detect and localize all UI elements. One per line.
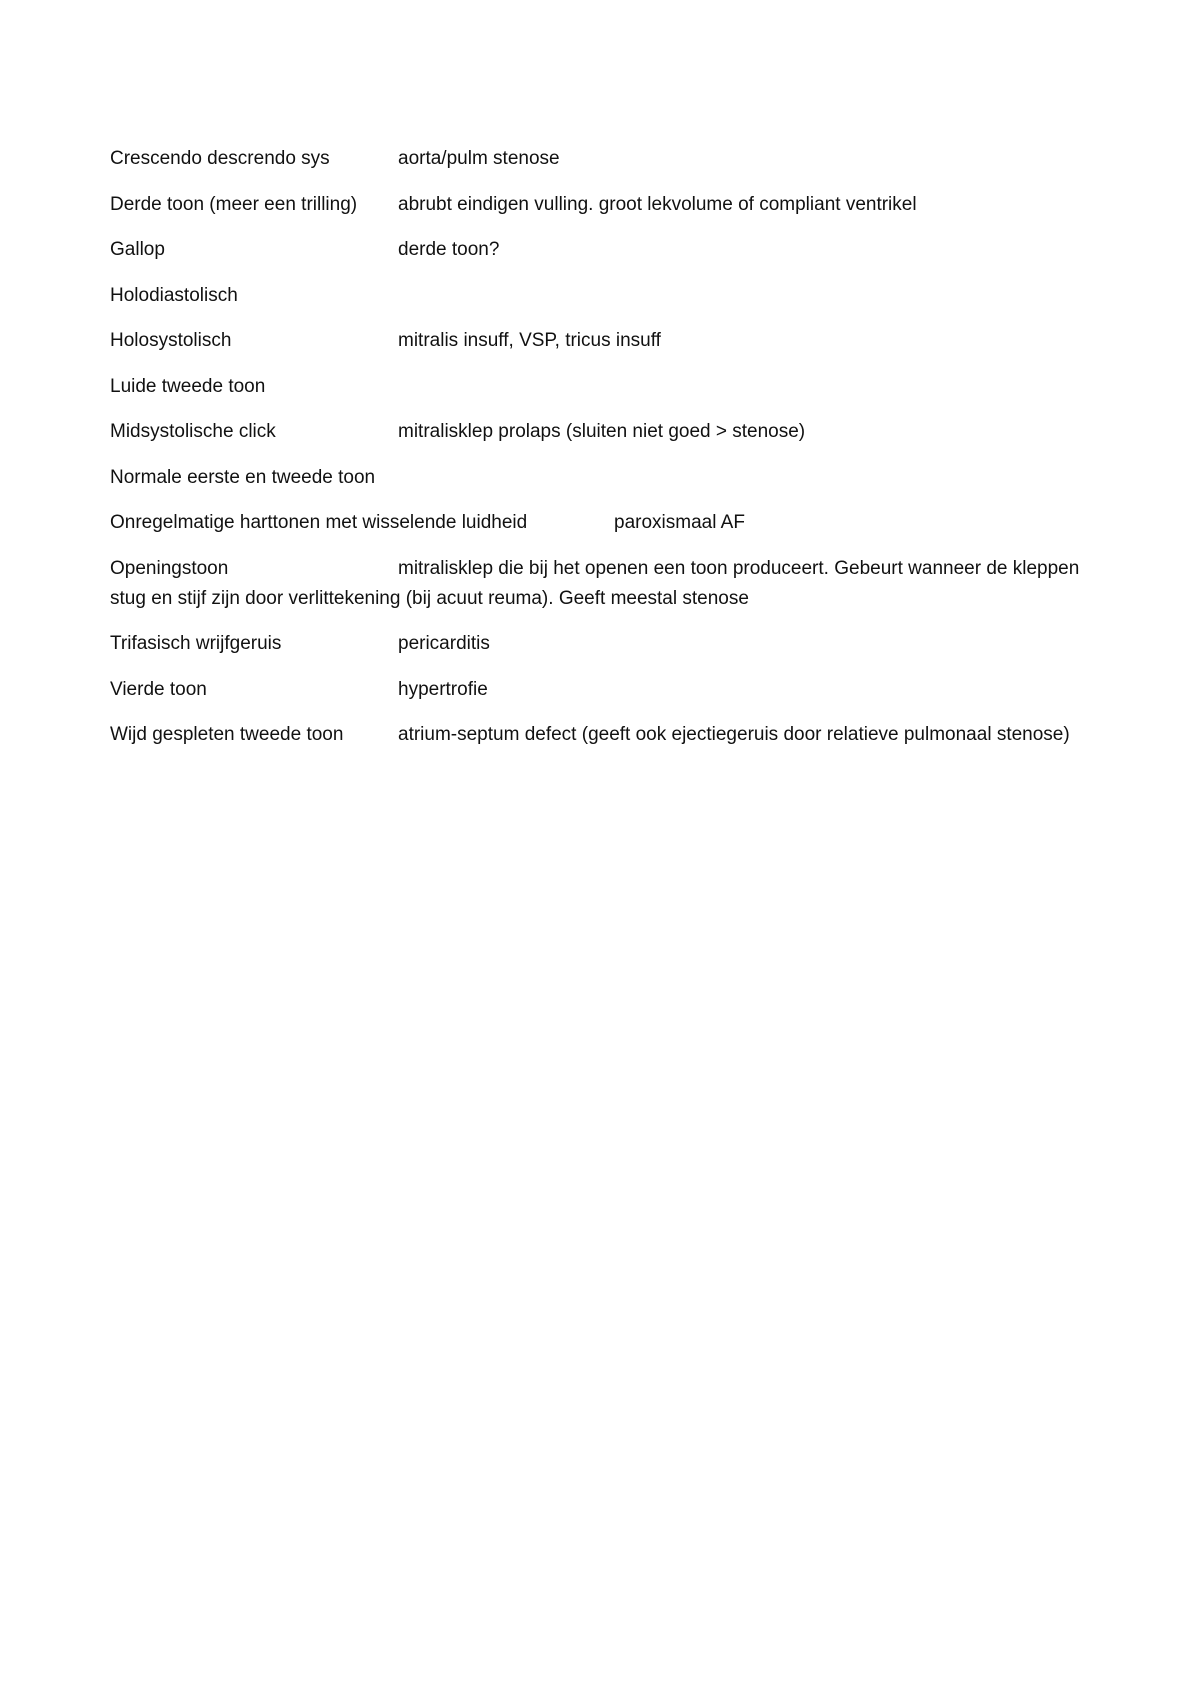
entry-normale-tonen (110, 463, 1080, 493)
entry-term: Openingstoon (110, 557, 229, 579)
entry-trifasisch-wrijfgeruis (110, 629, 1080, 659)
entry-description: atrium-septum defect (geeft ook ejectiegeruis door relatieve pulmonaal stenose) (398, 724, 1070, 745)
entry-term: Wijd gespleten tweede toon (110, 724, 344, 745)
entry-description: paroxismaal AF (614, 512, 745, 533)
entry-term: Luide tweede toon (110, 375, 266, 397)
entry-description: abrubt eindigen vulling. groot lekvolume of compliant ventrikel (398, 193, 917, 215)
entry-term: Vierde toon (110, 678, 207, 700)
entry-term: Normale eerste en tweede toon (110, 466, 376, 488)
entry-term: Gallop (110, 239, 165, 260)
entry-term: Derde toon (meer een trilling) (110, 193, 358, 215)
entry-crescendo (110, 144, 1080, 174)
entry-openingstoon (110, 554, 1080, 614)
document-body (110, 144, 1080, 766)
entry-onregelmatige-harttonen (110, 508, 1080, 538)
entry-term: Onregelmatige harttonen met wisselende luidheid (110, 512, 528, 533)
entry-description: derde toon? (398, 239, 500, 260)
entry-description: mitralisklep die bij het openen een toon produceert. Gebeurt wanneer de kleppen stug en stijf zijn door verlittekening (bij acuut reuma). Geeft meestal stenose (110, 557, 1080, 609)
entry-term: Midsystolische click (110, 421, 276, 442)
entry-term: Holodiastolisch (110, 284, 238, 306)
entry-wijd-gespleten (110, 720, 1080, 750)
entry-holodiastolisch (110, 281, 1080, 311)
entry-description: mitralis insuff, VSP, tricus insuff (398, 330, 661, 351)
entry-term: Trifasisch wrijfgeruis (110, 633, 282, 654)
entry-gallop (110, 235, 1080, 265)
entry-luide-tweede-toon (110, 372, 1080, 402)
entry-term: Holosystolisch (110, 330, 232, 351)
entry-description: mitralisklep prolaps (sluiten niet goed > stenose) (398, 421, 806, 442)
entry-description: hypertrofie (398, 678, 488, 700)
entry-derde-toon (110, 190, 1080, 220)
entry-holosystolisch (110, 326, 1080, 356)
entry-midsystolische-click (110, 417, 1080, 447)
entry-description: pericarditis (398, 633, 490, 654)
entry-vierde-toon (110, 675, 1080, 705)
entry-description: aorta/pulm stenose (398, 148, 560, 169)
entry-term: Crescendo descrendo sys (110, 148, 330, 169)
